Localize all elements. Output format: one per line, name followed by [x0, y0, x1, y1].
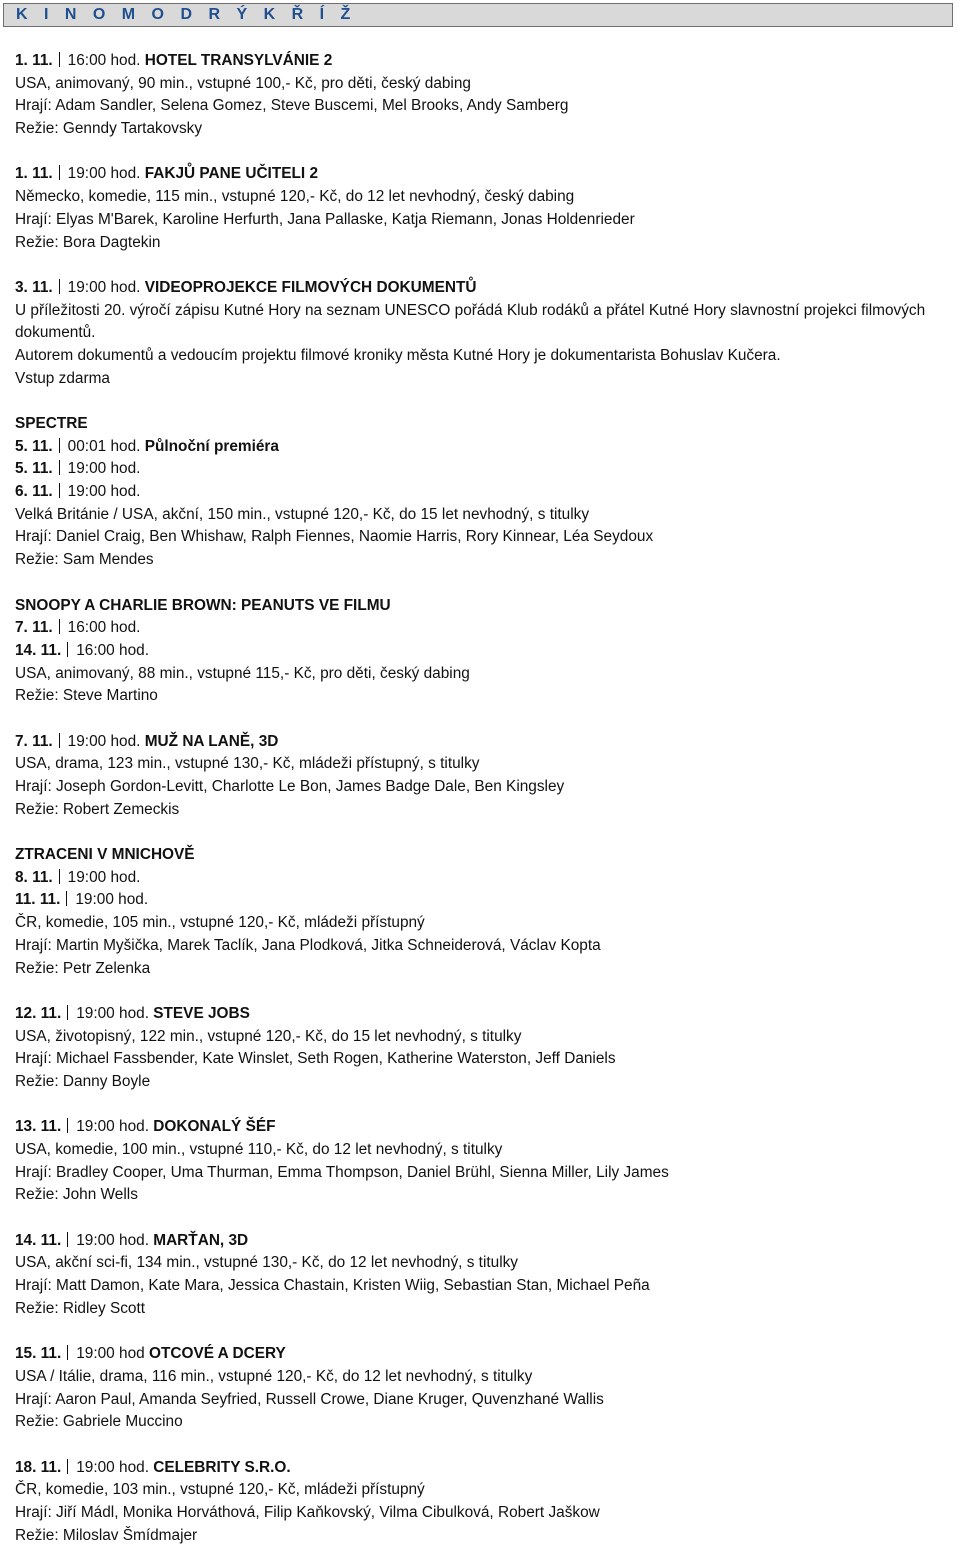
detail-line: Režie: John Wells	[15, 1186, 138, 1204]
screening-row	[15, 617, 955, 640]
program-list	[15, 50, 955, 1547]
separator-bar	[67, 1005, 68, 1020]
movie-title: MARŤAN, 3D	[153, 1231, 249, 1249]
separator-bar	[59, 733, 60, 748]
detail-line: Hrají: Adam Sandler, Selena Gomez, Steve Buscemi, Mel Brooks, Andy Samberg	[15, 97, 569, 115]
detail-line: Režie: Gabriele Muccino	[15, 1413, 183, 1431]
program-entry	[15, 1343, 955, 1434]
screening-date: 7. 11.	[15, 619, 53, 637]
screening-row	[15, 1457, 955, 1480]
screening-date: 14. 11.	[15, 641, 62, 659]
screening-time: 19:00 hod.	[67, 868, 141, 886]
screening-row	[15, 1343, 955, 1366]
detail-line: Vstup zdarma	[15, 369, 110, 387]
separator-bar	[59, 460, 60, 475]
block-spacer	[15, 1321, 955, 1344]
description-text: U příležitosti 20. výročí zápisu Kutné Hory na seznam UNESCO pořádá Klub rodáků a přátel Kutné Hory slavnostní projekci filmových dokumentů.	[15, 301, 926, 342]
movie-title: CELEBRITY S.R.O.	[153, 1458, 291, 1476]
screening-row	[15, 1230, 955, 1253]
screening-time: 19:00 hod.	[76, 1458, 149, 1476]
movie-title: DOKONALÝ ŠÉF	[153, 1118, 276, 1136]
screening-row	[15, 1003, 955, 1026]
screening-time: 16:00 hod.	[67, 52, 141, 69]
cinema-name: K I N O M O D R Ý K Ř Í Ž	[16, 6, 357, 23]
screening-row	[15, 889, 955, 912]
block-spacer	[15, 572, 955, 595]
movie-title: OTCOVÉ A DCERY	[148, 1345, 286, 1363]
screening-time: 19:00 hod.	[75, 891, 149, 909]
separator-bar	[59, 165, 60, 180]
screening-time: 19:00 hod.	[67, 460, 141, 478]
screening-date: 11. 11.	[15, 891, 61, 909]
detail-line: USA, komedie, 100 min., vstupné 110,- Kč, do 12 let nevhodný, s titulky	[15, 1141, 503, 1159]
screening-row	[15, 1116, 955, 1139]
movie-heading: SNOOPY A CHARLIE BROWN: PEANUTS VE FILMU	[15, 596, 391, 614]
separator-bar	[59, 52, 60, 67]
screening-date: 3. 11.	[15, 278, 53, 296]
detail-line: USA, akční sci-fi, 134 min., vstupné 130,- Kč, do 12 let nevhodný, s titulky	[15, 1254, 519, 1272]
movie-title: HOTEL TRANSYLVÁNIE 2	[144, 52, 333, 69]
block-spacer	[15, 390, 955, 413]
detail-line: Hrají: Daniel Craig, Ben Whishaw, Ralph Fiennes, Naomie Harris, Rory Kinnear, Léa Seydoux	[15, 528, 654, 546]
screening-time: 19:00 hod.	[76, 1231, 149, 1249]
program-entry	[15, 163, 955, 254]
program-entry	[15, 1003, 955, 1094]
block-spacer	[15, 980, 955, 1003]
screening-time: 19:00 hod.	[67, 483, 141, 501]
program-entry	[15, 731, 955, 822]
program-entry	[15, 844, 955, 980]
screening-time: 19:00 hod.	[67, 732, 141, 750]
screening-row	[15, 640, 955, 663]
movie-title: STEVE JOBS	[153, 1004, 250, 1022]
detail-line: Hrají: Aaron Paul, Amanda Seyfried, Russell Crowe, Diane Kruger, Quvenzhané Wallis	[15, 1390, 604, 1408]
separator-bar	[67, 1345, 68, 1360]
screening-time: 00:01 hod.	[67, 437, 141, 455]
screening-time: 19:00 hod.	[76, 1118, 149, 1136]
screening-row	[15, 163, 955, 186]
separator-bar	[66, 891, 67, 906]
block-spacer	[15, 708, 955, 731]
program-entry	[15, 413, 955, 572]
block-spacer	[15, 1207, 955, 1230]
screening-row	[15, 277, 955, 300]
screening-date: 14. 11.	[15, 1231, 62, 1249]
detail-line: Hrají: Matt Damon, Kate Mara, Jessica Chastain, Kristen Wiig, Sebastian Stan, Michael Peña	[15, 1277, 650, 1295]
program-entry	[15, 1116, 955, 1207]
detail-line: Režie: Genndy Tartakovsky	[15, 120, 203, 138]
separator-bar	[59, 438, 60, 453]
program-entry	[15, 1230, 955, 1321]
program-entry	[15, 1457, 955, 1548]
block-spacer	[15, 254, 955, 277]
screening-date: 1. 11.	[15, 165, 53, 183]
detail-line: USA, animovaný, 90 min., vstupné 100,- Kč, pro děti, český dabing	[15, 74, 471, 92]
screening-date: 15. 11.	[15, 1345, 62, 1363]
detail-line: Režie: Bora Dagtekin	[15, 233, 161, 251]
separator-bar	[67, 1232, 68, 1247]
screening-row	[15, 481, 955, 504]
screening-row	[15, 458, 955, 481]
detail-line: Hrají: Elyas M'Barek, Karoline Herfurth, Jana Pallaske, Katja Riemann, Jonas Holdenrieder	[15, 210, 635, 228]
detail-line: Režie: Sam Mendes	[15, 551, 154, 569]
detail-line: Hrají: Michael Fassbender, Kate Winslet, Seth Rogen, Katherine Waterston, Jeff Daniels	[15, 1050, 616, 1068]
detail-line: ČR, komedie, 103 min., vstupné 120,- Kč, mládeži přístupný	[15, 1481, 425, 1499]
screening-date: 6. 11.	[15, 483, 53, 501]
screening-row	[15, 867, 955, 890]
screening-time: 16:00 hod.	[67, 619, 141, 637]
block-spacer	[15, 1434, 955, 1457]
detail-line: Režie: Steve Martino	[15, 687, 158, 705]
detail-line: Hrají: Martin Myšička, Marek Taclík, Jana Plodková, Jitka Schneiderová, Václav Kopta	[15, 936, 601, 954]
screening-time: 16:00 hod.	[76, 641, 149, 659]
detail-line: Režie: Petr Zelenka	[15, 959, 151, 977]
detail-line: Autorem dokumentů a vedoucím projektu filmové kroniky města Kutné Hory je dokumentarista Bohuslav Kučera.	[15, 346, 781, 364]
screening-date: 1. 11.	[15, 52, 53, 69]
screening-time: 19:00 hod	[76, 1345, 145, 1363]
screening-date: 18. 11.	[15, 1458, 62, 1476]
detail-line: Hrají: Jiří Mádl, Monika Horváthová, Filip Kaňkovský, Vilma Cibulková, Robert Jaškow	[15, 1504, 600, 1522]
separator-bar	[67, 642, 68, 657]
screening-date: 13. 11.	[15, 1118, 62, 1136]
block-spacer	[15, 141, 955, 164]
screening-date: 8. 11.	[15, 868, 53, 886]
screening-time: 19:00 hod.	[67, 278, 141, 296]
detail-line: USA, drama, 123 min., vstupné 130,- Kč, mládeži přístupný, s titulky	[15, 755, 480, 773]
movie-heading: ZTRACENI V MNICHOVĚ	[15, 846, 195, 864]
program-entry	[15, 277, 955, 390]
screening-time: 19:00 hod.	[76, 1004, 149, 1022]
detail-line: Režie: Danny Boyle	[15, 1072, 151, 1090]
screening-date: 7. 11.	[15, 732, 53, 750]
detail-line: Režie: Ridley Scott	[15, 1299, 146, 1317]
screening-row	[15, 50, 955, 73]
detail-line: Velká Británie / USA, akční, 150 min., vstupné 120,- Kč, do 15 let nevhodný, s titulky	[15, 505, 590, 523]
movie-title: VIDEOPROJEKCE FILMOVÝCH DOKUMENTŮ	[144, 278, 477, 296]
detail-line: USA, životopisný, 122 min., vstupné 120,- Kč, do 15 let nevhodný, s titulky	[15, 1027, 522, 1045]
page-header	[3, 3, 953, 27]
program-entry	[15, 50, 955, 141]
movie-title: MUŽ NA LANĚ, 3D	[144, 732, 279, 750]
screening-date: 5. 11.	[15, 460, 53, 478]
screening-time: 19:00 hod.	[67, 165, 141, 183]
block-spacer	[15, 821, 955, 844]
separator-bar	[67, 1118, 68, 1133]
screening-row	[15, 436, 955, 459]
detail-line: Německo, komedie, 115 min., vstupné 120,- Kč, do 12 let nevhodný, český dabing	[15, 188, 575, 206]
detail-line: Režie: Robert Zemeckis	[15, 800, 180, 818]
block-spacer	[15, 1094, 955, 1117]
screening-date: 12. 11.	[15, 1004, 62, 1022]
movie-heading: SPECTRE	[15, 415, 88, 433]
screening-row	[15, 731, 955, 754]
detail-line: Hrají: Bradley Cooper, Uma Thurman, Emma Thompson, Daniel Brühl, Sienna Miller, Lily James	[15, 1163, 669, 1181]
detail-line: USA, animovaný, 88 min., vstupné 115,- Kč, pro děti, český dabing	[15, 664, 470, 682]
detail-line: Hrají: Joseph Gordon-Levitt, Charlotte Le Bon, James Badge Dale, Ben Kingsley	[15, 778, 565, 796]
detail-line: Režie: Miloslav Šmídmajer	[15, 1526, 198, 1544]
separator-bar	[59, 619, 60, 634]
detail-line: USA / Itálie, drama, 116 min., vstupné 120,- Kč, do 12 let nevhodný, s titulky	[15, 1367, 533, 1385]
detail-line: ČR, komedie, 105 min., vstupné 120,- Kč, mládeži přístupný	[15, 914, 425, 932]
separator-bar	[59, 483, 60, 498]
screening-date: 5. 11.	[15, 437, 53, 455]
movie-title: Půlnoční premiéra	[144, 437, 279, 455]
separator-bar	[67, 1459, 68, 1474]
movie-title: FAKJŮ PANE UČITELI 2	[144, 165, 319, 183]
separator-bar	[59, 869, 60, 884]
program-entry	[15, 595, 955, 708]
separator-bar	[59, 279, 60, 294]
